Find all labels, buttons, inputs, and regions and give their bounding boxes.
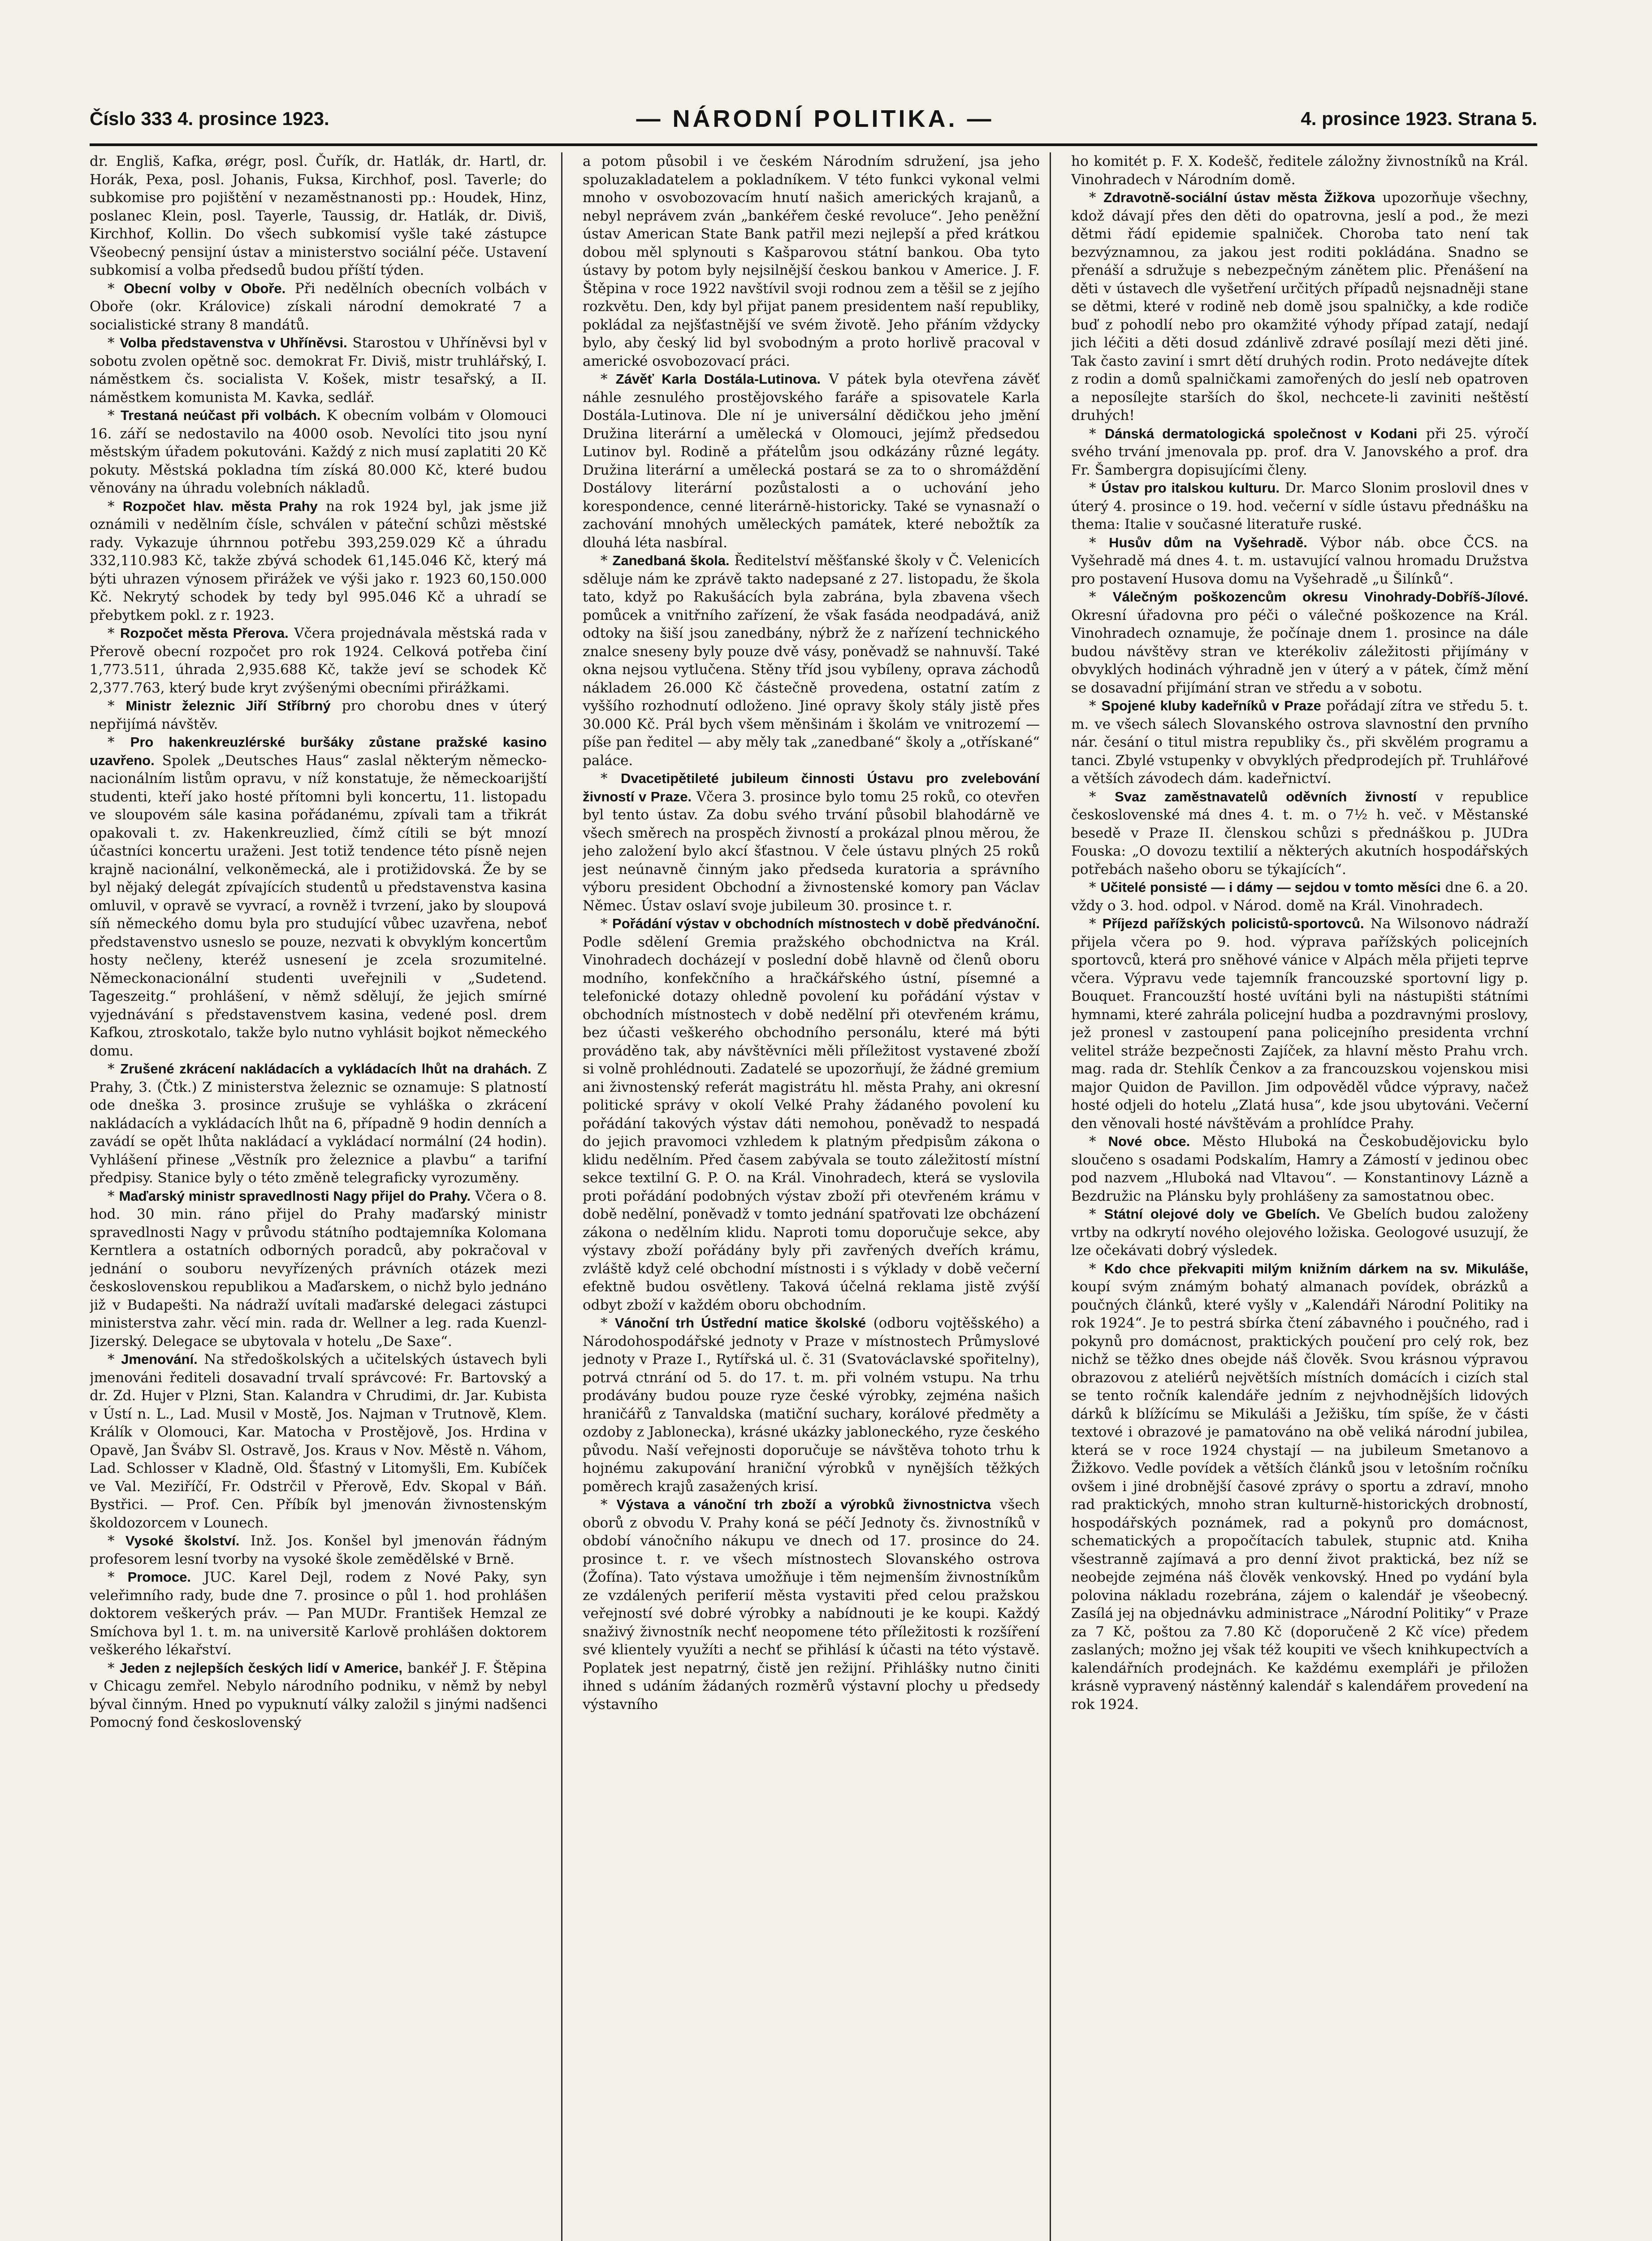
article-heading: Dvacetipětileté jubileum činnosti Ústavu pro zvelebování živností v Praze.: [583, 770, 1040, 805]
article-paragraph: * Vysoké školství. Inž. Jos. Konšel byl jmenován řádným profesorem lesní tvorby na vysoké škole zemědělské v Brně.: [90, 1533, 547, 1567]
article-text: dr. Engliš, Kafka, ørégr, posl. Čuřík, dr. Hatlák, dr. Hartl, dr. Horák, Pexa, posl. Johanis, Fuksa, Kirchhof, posl. Taverle; do subkomise pro pojištění v nezaměstnanosti pp.: Houdek, Hinz, poslanec Klein, posl. Tayerle, Taussig, dr. Hatlák, dr. Diviš, Kirchhof, Kollin. Do všech subkomisí vyšle také zástupce Všeobecný pensijní ústav a ministerstvo sociální péče. Ustavení subkomisí a volba předsedů budou příští týden.: [90, 153, 547, 278]
article-paragraph: [583, 152, 1040, 370]
article-paragraph: * Promoce. JUC. Karel Dejl, rodem z Nové Paky, syn veleřimního rady, bude dne 7. prosince o půl 1. hod prohlášen doktorem veškerých práv. — Pan MUDr. František Hemzal ze Smíchova byl 1. t. m. na universitě Karlově prohlášen doktorem veškerého lékařství.: [90, 1569, 547, 1658]
article-text: Dr. Marco Slonim proslovil dnes v úterý 4. prosince o 19. hod. večerní v sídle ústavu přednášku na thema: Italie v současné literatuře ruské.: [1071, 480, 1528, 532]
article-text: V pátek byla otevřena závěť náhle zesnulého prostějovského faráře a spisovatele Karla Dostála-Lutinova. Dle ní je universální dědičkou jeho jmění Družina literární a umělecká v Olomouci, jejímž předsedou Lutinov byl. Rodině a přátelům jsou odkázány různé legáty. Družina literární a umělecká postará se za to o shromáždění Dostálovy literární pozůstalosti a o uchování jeho korespondence, cenné literárně-historicky. Také se vynasnaží o zachování mnohých uměleckých památek, které nebožtík za dlouhá léta nasbíral.: [583, 371, 1040, 551]
article-paragraph: * Volba představenstva v Uhříněvsi. Starostou v Uhříněvsi byl v sobotu zvolen opětně soc. demokrat Fr. Diviš, mistr truhlářský, I. náměstkem čs. socialista V. Košek, mistr tesařský, a II. náměstkem komunista M. Kavka, sedlář.: [90, 335, 547, 406]
article-paragraph: * Maďarský ministr spravedlnosti Nagy přijel do Prahy. Včera o 8. hod. 30 min. ráno přijel do Prahy maďarský ministr spravedlnosti Nagy v průvodu státního podtajemníka Kolomana Kerntlera a ostatních odborných poradců, aby pokračoval v jednání o souboru nevyřízených právních otázek mezi československou republikou a Maďarskem, o nichž bylo jednáno již v Budapešti. Na nádraží uvítali maďarské delegaci zástupci ministerstva zahr. věcí min. rada dr. Wellner a leg. rada Kuenzl-Jizerský. Delegace se ubytovala v hotelu „De Saxe“.: [90, 1188, 547, 1350]
page-header: [90, 94, 1537, 143]
article-heading: Dánská dermatologická společnost v Kodani: [1104, 425, 1418, 441]
article-heading: Pro hakenkreuzlérské buršáky zůstane pražské kasino uzavřeno.: [90, 734, 547, 768]
article-heading: Husův dům na Vyšehradě.: [1109, 534, 1307, 550]
article-text: Okresní úřadovna pro péči o válečné poškozence na Král. Vinohradech oznamuje, že počínaje dnem 1. prosince na dále budou návštěvy stran ve kterékoliv záležitosti přijímány v obvyklých hodinách výhradně jen v úterý a v pátek, čímž mění se dosavadní přijímání stran ve středu a v sobotu.: [1071, 607, 1528, 696]
article-paragraph: * Závěť Karla Dostála-Lutinova. V pátek byla otevřena závěť náhle zesnulého prostějovského faráře a spisovatele Karla Dostála-Lutinova. Dle ní je universální dědičkou jeho jmění Družina literární a umělecká v Olomouci, jejímž předsedou Lutinov byl. Rodině a přátelům jsou odkázány různé legáty. Družina literární a umělecká postará se za to o shromáždění Dostálovy literární pozůstalosti a o uchování jeho korespondence, cenné literárně-historicky. Také se vynasnaží o zachování mnohých uměleckých památek, které nebožtík za dlouhá léta nasbíral.: [583, 371, 1040, 551]
article-heading: Zanedbaná škola.: [612, 553, 730, 568]
column-1: [90, 152, 547, 2241]
article-text: na rok 1924 byl, jak jsme již oznámili v nedělním čísle, schválen v páteční schůzi městské rady. Vykazuje úhrnnou potřebu 393,259.029 Kč a úhradu 332,110.983 Kč, takže zbývá schodek 61,145.046 Kč, který má býti uhrazen výnosem přirážek ve výši jako r. 1923 60,150.000 Kč. Nekrytý schodek by tedy byl 995.046 Kč a uhradí se přebytkem pokl. z r. 1923.: [90, 498, 547, 623]
article-paragraph: * Rozpočet hlav. města Prahy na rok 1924 byl, jak jsme již oznámili v nedělním čísle, schválen v páteční schůzi městské rady. Vykazuje úhrnnou potřebu 393,259.029 Kč a úhradu 332,110.983 Kč, takže zbývá schodek 61,145.046 Kč, který má býti uhrazen výnosem přirážek ve výši jako r. 1923 60,150.000 Kč. Nekrytý schodek by tedy byl 995.046 Kč a uhradí se přebytkem pokl. z r. 1923.: [90, 498, 547, 623]
article-heading: Nové obce.: [1108, 1133, 1190, 1149]
article-heading: Rozpočet města Přerova.: [120, 625, 289, 641]
column-separator: [1050, 152, 1051, 2241]
article-heading: Zrušené zkrácení nakládacích a vykládacích lhůt na drahách.: [120, 1061, 532, 1077]
article-text: (odboru vojtěšského) a Národohospodářské jednoty v Praze v místnostech Průmyslové jednoty v Praze I., Rytířská ul. č. 31 (Svatováclavské spořitelny), potrvá ctnrání od 5. do 17. t. m. při volném vstupu. Na trhu prodávány budou pouze ryze české výrobky, zejména našich hraničářů z Tanvaldska (matiční suchary, korálové předměty a ozdoby z Jablonecka), krásné ukázky jabloneckého, ryze českého původu. Naší veřejnosti doporučuje se návštěva tohoto trhu k hojnému zakupování hraniční výrobků v nynějších těžkých poměrech krajů zasažených krisí.: [583, 1315, 1040, 1495]
article-paragraph: * Vánoční trh Ústřední matice školské (odboru vojtěšského) a Národohospodářské jednoty v Praze v místnostech Průmyslové jednoty v Praze I., Rytířská ul. č. 31 (Svatováclavské spořitelny), potrvá ctnrání od 5. do 17. t. m. při volném vstupu. Na trhu prodávány budou pouze ryze české výrobky, zejména našich hraničářů z Tanvaldska (matiční suchary, korálové předměty a ozdoby z Jablonecka), krásné ukázky jabloneckého, ryze českého původu. Naší veřejnosti doporučuje se návštěva tohoto trhu k hojnému zakupování hraniční výrobků v nynějších těžkých poměrech krajů zasažených krisí.: [583, 1315, 1040, 1495]
article-heading: Příjezd pařížských policistů-sportovců.: [1102, 916, 1364, 931]
article-heading: Vánoční trh Ústřední matice školské: [614, 1315, 866, 1331]
article-heading: Trestaná neúčast při volbách.: [120, 407, 321, 423]
article-paragraph: * Válečným poškozencům okresu Vinohrady-Dobříš-Jílové. Okresní úřadovna pro péči o válečné poškozence na Král. Vinohradech oznamuje, že počínaje dnem 1. prosince na dále budou návštěvy stran ve kterékoliv záležitosti přijímány v obvyklých hodinách výhradně jen v úterý a v pátek, čímž mění se dosavadní přijímání stran ve středu a v sobotu.: [1071, 589, 1528, 696]
article-paragraph: * Kdo chce překvapiti milým knižním dárkem na sv. Mikuláše, koupí svým známým bohatý almanach povídek, obrázků a poučných článků, které vyšly v „Kalendáři Národní Politiky na rok 1924“. Je to pestrá sbírka čtení zábavného i poučného, rad i pokynů pro domácnost, praktických poučení pro celý rok, bez nichž se těžko dnes obejde náš člověk. Svou krásnou výpravou obrazovou z ateliérů největších místních domácích i cizích stal se tento ročník kalendáře jedním z nejvhodnějších lidových dárků k blížícímu se Mikuláši a Ježišku, tím spíše, že v části textové i obrazové je pamatováno na obě veliká národní jubilea, která se v roce 1924 chystají — na jubileum Smetanovo a Žižkovo. Vedle povídek a větších článků jsou v letošním ročníku ovšem i jiné drobnější časové zprávy o sportu a zdraví, mnoho rad praktických, mnoho stran kulturně-historických drobností, hospodářských poznámek, rad a pokynů pro domácnost, schematických a propočítacích tabulek, stupnic atd. Kniha všestranně zajímavá a pro denní život praktická, bez níž se neobejde zejména náš člověk venkovský. Hned po vydání byla polovina nákladu rozebrána, zájem o kalendář je všeobecný. Zasílá jej na objednávku administrace „Národní Politiky“ v Praze za 7 Kč, poštou za 7.80 Kč (doporučeně 2 Kč více) předem zaslaných; možno jej však též koupiti ve všech knihkupectvích a kalendářních prodejnách. Ke každému exempláři je přiložen krásně vypravený nástěnný kalendář s kalendářem provedení na rok 1924.: [1071, 1260, 1528, 1713]
article-paragraph: * Rozpočet města Přerova. Včera projednávala městská rada v Přerově obecní rozpočet pro rok 1924. Celková potřeba činí 1,773.511, úhrada 2,935.688 Kč, takže jeví se schodek Kč 2,377.763, který bude kryt zvýšenými obecními přirážkami.: [90, 625, 547, 696]
article-text: Včera 3. prosince bylo tomu 25 roků, co otevřen byl tento ústav. Za dobu svého trvání působil blahodárně ve všech směrech na prospěch živností a prokázal plnou měrou, že jeho založení bylo akcí šťastnou. V čele ústavu plných 25 roků jest neúnavně činným jako předseda kuratoria a správního výboru president Obchodní a živnostenské komory pan Václav Němec. Ústav oslaví svoje jubileum 30. prosince t. r.: [583, 788, 1040, 914]
article-text: Na středoškolských a učitelských ústavech byli jmenováni řediteli dosavadní trvalí správcové: Fr. Bartovský a dr. Zd. Hujer v Plzni, Stan. Kalandra v Chrudimi, dr. Jar. Kubista v Ústí n. L., Lad. Musil v Mostě, Jos. Najman v Trutnově, Klem. Králík v Olomouci, Kar. Matocha v Prostějově, Jos. Hrdina v Opavě, Jan Švábv Sl. Ostravě, Jos. Kraus v Nov. Městě n. Váhom, Lad. Schlosser v Kladně, Old. Šťastný v Litomyšli, Em. Kubíček ve Val. Meziříčí, Fr. Odstrčil v Přerově, Edv. Skopal v Báň. Bystřici. — Prof. Cen. Příbík byl jmenován živnostenským školdozorcem v Lounech.: [90, 1351, 547, 1531]
article-paragraph: * Dvacetipětileté jubileum činnosti Ústavu pro zvelebování živností v Praze. Včera 3. prosince bylo tomu 25 roků, co otevřen byl tento ústav. Za dobu svého trvání působil blahodárně ve všech směrech na prospěch živností a prokázal plnou měrou, že jeho založení bylo akcí šťastnou. V čele ústavu plných 25 roků jest neúnavně činným jako předseda kuratoria a správního výboru president Obchodní a živnostenské komory pan Václav Němec. Ústav oslaví svoje jubileum 30. prosince t. r.: [583, 770, 1040, 914]
article-text: dne 6. a 20. vždy o 3. hod. odpol. v Národ. domě na Král. Vinohradech.: [1071, 879, 1528, 914]
article-heading: Maďarský ministr spravedlnosti Nagy přijel do Prahy.: [119, 1188, 471, 1204]
article-text: Spolek „Deutsches Haus“ zaslal některým německo-nacionálním listům opravu, v níž konstatuje, že německoarijští studenti, kteří jako hosté přítomni byli koncertu, 11. listopadu ve sloupovém sále kasina pořádanému, zpívali tam a třikrát opakovali t. zv. Hakenkreuzlied, čímž cítili se být mnozí účastníci koncertu uraženi. Jest totiž tendence této písně nejen krajně nacionální, velkoněmecká, ale i protižidovská. Že by se byl nějaký delegát zpívajících studentů u představenstva kasina omluvil, v opravě se vyvrací, a rovněž i tvrzení, jako by sloupová síň německého domu byla pro studující vůbec uzavřena, neboť představenstvo usneslo se pouze, nezvati k obvyklým koncertům hosty nečleny, kteréž usnesení je zcela srozumitelné. Německonacionální studenti uveřejnili v „Sudetend. Tageszeitg.“ prohlášení, v němž sdělují, že jejich smírné vyjednávání s představenstvem kasina, vedené posl. drem Kafkou, ztroskotalo, takže bylo nutno vyhlásit bojkot německého domu.: [90, 752, 547, 1059]
article-text: Ve Gbelích budou založeny vrtby na odkrytí nového olejového ložiska. Geologové usuzují, že lze očekávati dobrý výsledek.: [1071, 1206, 1528, 1259]
article-paragraph: * Ústav pro italskou kulturu. Dr. Marco Slonim proslovil dnes v úterý 4. prosince o 19. hod. večerní v sídle ústavu přednášku na thema: Italie v současné literatuře ruské.: [1071, 480, 1528, 532]
article-text: Na Wilsonovo nádraží přijela včera po 9. hod. výprava pařížských policejních sportovců, která pro sněhové vánice v Alpách měla přijeti teprve včera. Výpravu vede tajemník francouzské sportovní ligy p. Bouquet. Francouzští hosté uvítáni byli na nástupišti státními hymnami, které zahrála policejní hudba a pozdravnými proslovy, jež pronesl v zastoupení pana policejního presidenta vrchní velitel stráže bezpečnosti Zajíček, za hlavní město Prahu vrch. mag. rada dr. Stehlík Čenkov a za francouzskou vojenskou misi major Quidon de Pavillon. Jim odpověděl vůdce výpravy, načež hosté odjeli do hotelu „Zlatá husa“, kde jsou ubytováni. Večerní den věnovali hosté návštěvám a prohlídce Prahy.: [1071, 916, 1528, 1132]
article-paragraph: * Jmenování. Na středoškolských a učitelských ústavech byli jmenováni řediteli dosavadní trvalí správcové: Fr. Bartovský a dr. Zd. Hujer v Plzni, Stan. Kalandra v Chrudimi, dr. Jar. Kubista v Ústí n. L., Lad. Musil v Mostě, Jos. Najman v Trutnově, Klem. Králík v Olomouci, Kar. Matocha v Prostějově, Jos. Hrdina v Opavě, Jan Švábv Sl. Ostravě, Jos. Kraus v Nov. Městě n. Váhom, Lad. Schlosser v Kladně, Old. Šťastný v Litomyšli, Em. Kubíček ve Val. Meziříčí, Fr. Odstrčil v Přerově, Edv. Skopal v Báň. Bystřici. — Prof. Cen. Příbík byl jmenován živnostenským školdozorcem v Lounech.: [90, 1351, 547, 1531]
article-text: Podle sdělení Gremia pražského obchodnictva na Král. Vinohradech docházejí v poslední době hlavně od členů oboru modního, konfekčního a hračkářského ústní, písemné a telefonické dotazy ohledně povolení ku pořádání výstav v obchodních místnostech v době nedělní při otevřeném krámu, bez účasti veškerého obchodního personálu, které má býti prováděno tak, aby návštěvníci měli příležitost vystavené zboží si volně prohlédnouti. Zadatelé se upozorňují, že žádné gremium ani živnostenský referát magistrátu hl. města Prahy, ani okresní politické správy v okolí Velké Prahy žádaného povolení ku pořádání takových výstav dáti nemohou, poněvadž to nespadá do jejich pravomoci vzhledem k platným předpisům zákona o klidu nedělním. Před časem zabývala se touto záležitostí místní sekce textilní G. P. O. na Král. Vinohradech, která se vyslovila proti pořádání podobných výstav zboží při otevřeném krámu v době nedělní, poněvadž v tomto jednání spatřovati lze obcházení zákona o nedělním klidu. Naproti tomu doporučuje sekce, aby výstavy zboží pořádány byly při zavřených dveřích krámu, zvláště když celé obchodní místnosti i s výklady v době večerní efektně budou osvětleny. Taková účelná reklama jistě zvýší odbyt zboží v každém oboru obchodním.: [583, 934, 1040, 1313]
article-paragraph: * Dánská dermatologická společnost v Kodani při 25. výročí svého trvání jmenovala pp. prof. dra V. Janovského a prof. dra Fr. Šambergra dopisujícími členy.: [1071, 425, 1528, 478]
article-paragraph: * Zrušené zkrácení nakládacích a vykládacích lhůt na drahách. Z Prahy, 3. (Čtk.) Z ministerstva železnic se oznamuje: S platností ode dneška 3. prosince zrušuje se vyhláška o zkrácení nakládacích a vykládacích lhůt na 6, případně 9 hodin denních a zavádí se opět lhůta nakládací a vykládací normální (24 hodin). Vyhlášení přinese „Věstník pro železnice a plavbu“ a tarifní předpisy. Stanice byly o této změně telegraficky vyrozuměny.: [90, 1061, 547, 1186]
article-heading: Výstava a vánoční trh zboží a výrobků živnostnictva: [616, 1497, 991, 1512]
article-text: Starostou v Uhříněvsi byl v sobotu zvolen opětně soc. demokrat Fr. Diviš, mistr truhlářský, I. náměstkem čs. socialista V. Košek, mistr tesařský, a II. náměstkem komunista M. Kavka, sedlář.: [90, 335, 547, 406]
article-heading: Ústav pro italskou kulturu.: [1101, 480, 1280, 496]
article-paragraph: * Jeden z nejlepších českých lidí v Americe, bankéř J. F. Štěpina v Chicagu zemřel. Nebylo národního podniku, v němž by nebyl býval činným. Hned po vypuknutí války založil s jinými nadšenci Pomocný fond československý: [90, 1660, 547, 1731]
article-paragraph: * Zdravotně-sociální ústav města Žižkova upozorňuje všechny, kdož dávají přes den děti do opatrovna, jeslí a pod., že mezi dětmi řádí epidemie spalniček. Choroba tato není tak bezvýznamnou, za jakou jest roditi pokládána. Snadno se přenáší a sdružuje s nebezpečným zánětem plic. Přenášení na děti v ústavech dle vyšetření určitých případů nejsnadněji stane se dětmi, které v rodině neb domě jsou spalničky, a kde rodiče buď z pohodlí nebo pro okamžité výhody případ zatají, nedají jich léčiti a děti dosud zdánlivě zdravé posílají mezi děti jiné. Tak často zaviní i smrt dětí druhých rodin. Proto nedávejte dítek z rodin a domů spalničkami zamořených do jeslí neb opatroven a neposílejte starších do škol, nechcete-li zaviniti neštěstí druhých!: [1071, 190, 1528, 424]
article-text: všech oborů z obvodu V. Prahy koná se péčí Jednoty čs. živnostníků v období vánočního nákupu ve dnech od 17. prosince do 24. prosince t. r. ve všech místnostech Slovanského ostrova (Žofína). Tato výstava umožňuje i těm nejmenším živnostníkům ze vzdálených periferií města vystaviti před celou pražskou veřejností své dobré výrobky a nabídnouti je ke koupi. Každý snaživý živnostník nechť neopomene této příležitosti k rozšíření své klientely využíti a nechť se přihlásí k účasti na této výstavě. Poplatek jest nepatrný, čistě jen režijní. Přihlášky nutno činiti ihned s udáním žádaných rozměrů výstavní plochy u předsedy výstavního: [583, 1497, 1040, 1713]
article-heading: Ministr železnic Jiří Stříbrný: [125, 698, 331, 714]
article-heading: Státní olejové doly ve Gbelích.: [1104, 1206, 1320, 1222]
article-heading: Zdravotně-sociální ústav města Žižkova: [1103, 190, 1375, 205]
article-paragraph: * Pořádání výstav v obchodních místnostech v době předvánoční. Podle sdělení Gremia pražského obchodnictva na Král. Vinohradech docházejí v poslední době hlavně od členů oboru modního, konfekčního a hračkářského ústní, písemné a telefonické dotazy ohledně povolení ku pořádání výstav v obchodních místnostech v době nedělní při otevřeném krámu, bez účasti veškerého obchodního personálu, které má býti prováděno tak, aby návštěvníci měli příležitost vystavené zboží si volně prohlédnouti. Zadatelé se upozorňují, že žádné gremium ani živnostenský referát magistrátu hl. města Prahy, ani okresní politické správy v okolí Velké Prahy žádaného povolení ku pořádání takových výstav dáti nemohou, poněvadž to nespadá do jejich pravomoci vzhledem k platným předpisům zákona o klidu nedělním. Před časem zabývala se touto záležitostí místní sekce textilní G. P. O. na Král. Vinohradech, která se vyslovila proti pořádání podobných výstav zboží při otevřeném krámu v době nedělní, poněvadž v tomto jednání spatřovati lze obcházení zákona o nedělním klidu. Naproti tomu doporučuje sekce, aby výstavy zboží pořádány byly při zavřených dveřích krámu, zvláště když celé obchodní místnosti i s výklady v době večerní efektně budou osvětleny. Taková účelná reklama jistě zvýší odbyt zboží v každém oboru obchodním.: [583, 916, 1040, 1313]
article-heading: Jeden z nejlepších českých lidí v Americe,: [119, 1660, 402, 1676]
article-paragraph: * Zanedbaná škola. Ředitelství měšťanské školy v Č. Velenicích sděluje nám ke zprávě takto nadepsané z 27. listopadu, že škola tato, když po Rakušácích byla zabrána, byla zbavena všech pomůcek a vnitřního zařízení, že však fasáda neodpadává, aniž odtoky na šiší jsou zanedbány, nýbrž že z nařízení technického znalce sneseny byly pouze dvě vásy, poněvadž se nahnuvší. Také okna nejsou vytlučena. Stěny tříd jsou vybíleny, oprava záchodů nákladem 26.000 Kč částečně provedena, ostatní zatím z vyššího rozhodnutí odloženo. Jiné opravy školy stály jistě přes 30.000 Kč. Prál bych všem měnšinám i školám ve vnitrozemí — píše pan ředitel — aby měly tak „zanedbané“ školy a „otřískané“ paláce.: [583, 553, 1040, 769]
article-text: Inž. Jos. Konšel byl jmenován řádným profesorem lesní tvorby na vysoké škole zemědělské v Brně.: [90, 1533, 547, 1567]
article-paragraph: * Husův dům na Vyšehradě. Výbor náb. obce ČCS. na Vyšehradě má dnes 4. t. m. ustavující valnou hromadu Družstva pro postavení Husova domu na Vyšehradě „u Šilínků“.: [1071, 534, 1528, 587]
article-paragraph: [90, 152, 547, 280]
article-heading: Promoce.: [127, 1569, 191, 1585]
column-2: [583, 152, 1040, 2241]
article-text: Při nedělních obecních volbách v Oboře (okr. Královice) získali národní demokraté 7 a socialistické strany 8 mandátů.: [90, 280, 547, 333]
article-heading: Kdo chce překvapiti milým knižním dárkem na sv. Mikuláše,: [1104, 1260, 1528, 1276]
column-3: [1071, 152, 1528, 2241]
article-text: ho komitét p. F. X. Kodešč, ředitele záložny živnostníků na Král. Vinohradech v Národním domě.: [1071, 153, 1528, 188]
article-paragraph: * Ministr železnic Jiří Stříbrný pro chorobu dnes v úterý nepřijímá návštěv.: [90, 698, 547, 732]
article-text: bankéř J. F. Štěpina v Chicagu zemřel. Nebylo národního podniku, v němž by nebyl býval činným. Hned po vypuknutí války založil s jinými nadšenci Pomocný fond československý: [90, 1660, 547, 1731]
article-paragraph: * Příjezd pařížských policistů-sportovců. Na Wilsonovo nádraží přijela včera po 9. hod. výprava pařížských policejních sportovců, která pro sněhové vánice v Alpách měla přijeti teprve včera. Výpravu vede tajemník francouzské sportovní ligy p. Bouquet. Francouzští hosté uvítáni byli na nástupišti státními hymnami, které zahrála policejní hudba a pozdravnými proslovy, jež pronesl v zastoupení pana policejního presidenta vrchní velitel stráže bezpečnosti Zajíček, za hlavní město Prahu vrch. mag. rada dr. Stehlík Čenkov a za francouzskou vojenskou misi major Quidon de Pavillon. Jim odpověděl vůdce výpravy, načež hosté odjeli do hotelu „Zlatá husa“, kde jsou ubytováni. Večerní den věnovali hosté návštěvám a prohlídce Prahy.: [1071, 916, 1528, 1132]
article-heading: Závěť Karla Dostála-Lutinova.: [615, 371, 821, 387]
article-paragraph: * Trestaná neúčast při volbách. K obecním volbám v Olomouci 16. září se nedostavilo na 4000 osob. Nevolíci tito jsou nyní městským úřadem pokutováni. Každý z nich musí zaplatiti 20 Kč pokuty. Městská pokladna tím získá 80.000 Kč, které budou věnovány na úhradu volebních nákladů.: [90, 407, 547, 496]
article-text: pro chorobu dnes v úterý nepřijímá návštěv.: [90, 698, 547, 732]
article-text: při 25. výročí svého trvání jmenovala pp. prof. dra V. Janovského a prof. dra Fr. Šambergra dopisujícími členy.: [1071, 425, 1528, 478]
article-heading: Válečným poškozencům okresu Vinohrady-Dobříš-Jílové.: [1112, 589, 1528, 605]
article-heading: Volba představenstva v Uhříněvsi.: [120, 335, 347, 350]
article-paragraph: * Svaz zaměstnavatelů oděvních živností v republice československé má dnes 4. t. m. o 7½ h. več. v Městanské besedě v Praze II. členskou schůzi s přednáškou p. JUDra Fouska: „O dovozu textilií a některých akutních hospodářských potřebách našeho oboru se týkajících“.: [1071, 788, 1528, 878]
article-text: K obecním volbám v Olomouci 16. září se nedostavilo na 4000 osob. Nevolíci tito jsou nyní městským úřadem pokutováni. Každý z nich musí zaplatiti 20 Kč pokuty. Městská pokladna tím získá 80.000 Kč, které budou věnovány na úhradu volebních nákladů.: [90, 407, 547, 496]
article-paragraph: * Spojené kluby kadeřníků v Praze pořádají zítra ve středu 5. t. m. ve všech sálech Slovanského ostrova slavnostní den prvního nár. česání o titul mistra republiky čs., při skvělém programu a tanci. Zbylé vstupenky v obvyklých předprodejích př. Truhlářové a větších závodech dám. kadeřnictví.: [1071, 698, 1528, 787]
article-paragraph: * Pro hakenkreuzlérské buršáky zůstane pražské kasino uzavřeno. Spolek „Deutsches Haus“ zaslal některým německo-nacionálním listům opravu, v níž konstatuje, že německoarijští studenti, kteří jako hosté přítomni byli koncertu, 11. listopadu ve sloupovém sále kasina pořádanému, zpívali tam a třikrát opakovali t. zv. Hakenkreuzlied, čímž cítili se být mnozí účastníci koncertu uraženi. Jest totiž tendence této písně nejen krajně nacionální, velkoněmecká, ale i protižidovská. Že by se byl nějaký delegát zpívajících studentů u představenstva kasina omluvil, v opravě se vyvrací, a rovněž i tvrzení, jako by sloupová síň německého domu byla pro studující vůbec uzavřena, neboť představenstvo usneslo se pouze, nezvati k obvyklým koncertům hosty nečleny, kteréž usnesení je zcela srozumitelné. Německonacionální studenti uveřejnili v „Sudetend. Tageszeitg.“ prohlášení, v němž sdělují, že jejich smírné vyjednávání s představenstvem kasina, vedené posl. drem Kafkou, ztroskotalo, takže bylo nutno vyhlásit bojkot německého domu.: [90, 734, 547, 1059]
article-text: koupí svým známým bohatý almanach povídek, obrázků a poučných článků, které vyšly v „Kalendáři Národní Politiky na rok 1924“. Je to pestrá sbírka čtení zábavného i poučného, rad i pokynů pro domácnost, praktických poučení pro celý rok, bez nichž se těžko dnes obejde náš člověk. Svou krásnou výpravou obrazovou z ateliérů největších místních domácích i cizích stal se tento ročník kalendáře jedním z nejvhodnějších lidových dárků k blížícímu se Mikuláši a Ježišku, tím spíše, že v části textové i obrazové je pamatováno na obě veliká národní jubilea, která se v roce 1924 chystají — na jubileum Smetanovo a Žižkovo. Vedle povídek a větších článků jsou v letošním ročníku ovšem i jiné drobnější časové zprávy o sportu a zdraví, mnoho rad praktických, mnoho stran kulturně-historických drobností, hospodářských poznámek, rad a pokynů pro domácnost, schematických a propočítacích tabulek, stupnic atd. Kniha všestranně zajímavá a pro denní život praktická, bez níž se neobejde zejména náš člověk venkovský. Hned po vydání byla polovina nákladu rozebrána, zájem o kalendář je všeobecný. Zasílá jej na objednávku administrace „Národní Politiky“ v Praze za 7 Kč, poštou za 7.80 Kč (doporučeně 2 Kč více) předem zaslaných; možno jej však též koupiti ve všech knihkupectvích a kalendářních prodejnách. Ke každému exempláři je přiložen krásně vypravený nástěnný kalendář s kalendářem provedení na rok 1924.: [1071, 1279, 1528, 1713]
article-heading: Spojené kluby kadeřníků v Praze: [1101, 698, 1321, 714]
article-heading: Svaz zaměstnavatelů oděvních živností: [1115, 788, 1417, 805]
article-heading: Pořádání výstav v obchodních místnostech v době předvánoční.: [612, 916, 1040, 931]
article-text: pořádají zítra ve středu 5. t. m. ve všech sálech Slovanského ostrova slavnostní den prvního nár. česání o titul mistra republiky čs., při skvělém programu a tanci. Zbylé vstupenky v obvyklých předprodejích př. Truhlářové a větších závodech dám. kadeřnictví.: [1071, 698, 1528, 787]
article-text: Město Hluboká na Českobudějovicku bylo sloučeno s osadami Podskalím, Hamry a Zámostí v jedinou obec pod nazvem „Hluboká nad Vltavou“. — Konstantinovy Lázně a Bezdružic na Plánsku byly prohlášeny za samostatnou obec.: [1071, 1133, 1528, 1204]
article-paragraph: * Učitelé ponsisté — i dámy — sejdou v tomto měsíci dne 6. a 20. vždy o 3. hod. odpol. v Národ. domě na Král. Vinohradech.: [1071, 879, 1528, 914]
article-heading: Jmenování.: [121, 1351, 198, 1367]
header-rule: [90, 143, 1537, 146]
article-paragraph: [1071, 152, 1528, 189]
article-heading: Rozpočet hlav. města Prahy: [122, 498, 318, 514]
article-text: Včera projednávala městská rada v Přerově obecní rozpočet pro rok 1924. Celková potřeba činí 1,773.511, úhrada 2,935.688 Kč, takže jeví se schodek Kč 2,377.763, který bude kryt zvýšenými obecními přirážkami.: [90, 625, 547, 696]
article-text: Včera o 8. hod. 30 min. ráno přijel do Prahy maďarský ministr spravedlnosti Nagy v průvodu státního podtajemníka Kolomana Kerntlera a ostatních odborných poradců, aby pokračoval v jednání o souboru nevyřízených právních otázek mezi československou republikou a Maďarskem, o nichž bylo jednáno již v Budapešti. Na nádraží uvítali maďarské delegaci zástupci ministerstva zahr. věcí min. rada dr. Wellner a leg. rada Kuenzl-Jizerský. Delegace se ubytovala v hotelu „De Saxe“.: [90, 1188, 547, 1350]
article-text: upozorňuje všechny, kdož dávají přes den děti do opatrovna, jeslí a pod., že mezi dětmi řádí epidemie spalniček. Choroba tato není tak bezvýznamnou, za jakou jest roditi pokládána. Snadno se přenáší a sdružuje s nebezpečným zánětem plic. Přenášení na děti v ústavech dle vyšetření určitých případů nejsnadněji stane se dětmi, které v rodině neb domě jsou spalničky, a kde rodiče buď z pohodlí nebo pro okamžité výhody případ zatají, nedají jich léčiti a děti dosud zdánlivě zdravé posílají mezi děti jiné. Tak často zaviní i smrt dětí druhých rodin. Proto nedávejte dítek z rodin a domů spalničkami zamořených do jeslí neb opatroven a neposílejte starších do škol, nechcete-li zaviniti neštěstí druhých!: [1071, 190, 1528, 424]
article-heading: Vysoké školství.: [125, 1533, 240, 1549]
article-heading: Učitelé ponsisté — i dámy — sejdou v tomto měsíci: [1100, 879, 1441, 895]
article-text: a potom působil i ve českém Národním sdružení, jsa jeho spoluzakladatelem a pokladníkem. V této funkci vykonal velmi mnoho v osvobozovacím hnutí našich amerických krajanů, a nebyl neprávem zván „bankéřem české revoluce“. Jeho peněžní ústav American State Bank patřil mezi nejlepší a před krátkou dobou měl splynouti s Kašparovou státní bankou. Oba tyto ústavy by potom byly nejsilnější českou bankou v Americe. J. F. Štěpina v roce 1922 navštívil svoji rodnou zem a těšil se z jejího rozkvětu. Den, kdy byl přijat panem presidentem naší republiky, pokládal za nejšťastnější ve svém životě. Jeho přáním vždycky bylo, aby český lid byl svobodným a proto horlivě pracoval v americké osvobozovací práci.: [583, 153, 1040, 369]
article-heading: Obecní volby v Oboře.: [124, 280, 286, 296]
masthead: — NÁRODNÍ POLITIKA. —: [636, 105, 994, 132]
article-text: Výbor náb. obce ČCS. na Vyšehradě má dnes 4. t. m. ustavující valnou hromadu Družstva pro postavení Husova domu na Vyšehradě „u Šilínků“.: [1071, 534, 1528, 587]
issue-info: Číslo 333 4. prosince 1923.: [90, 108, 329, 129]
article-text: Ředitelství měšťanské školy v Č. Velenicích sděluje nám ke zprávě takto nadepsané z 27. listopadu, že škola tato, když po Rakušácích byla zabrána, byla zbavena všech pomůcek a vnitřního zařízení, že však fasáda neodpadává, aniž odtoky na šiší jsou zanedbány, nýbrž že z nařízení technického znalce sneseny byly pouze dvě vásy, poněvadž se nahnuvší. Také okna nejsou vytlučena. Stěny tříd jsou vybíleny, oprava záchodů nákladem 26.000 Kč částečně provedena, ostatní zatím z vyššího rozhodnutí odloženo. Jiné opravy školy stály jistě přes 30.000 Kč. Prál bych všem měnšinám i školám ve vnitrozemí — píše pan ředitel — aby měly tak „zanedbané“ školy a „otřískané“ paláce.: [583, 553, 1040, 769]
article-text: Z Prahy, 3. (Čtk.) Z ministerstva železnic se oznamuje: S platností ode dneška 3. prosince zrušuje se vyhláška o zkrácení nakládacích a vykládacích lhůt na 6, případně 9 hodin denních a zavádí se opět lhůta nakládací a vykládací normální (24 hodin). Vyhlášení přinese „Věstník pro železnice a plavbu“ a tarifní předpisy. Stanice byly o této změně telegraficky vyrozuměny.: [90, 1061, 547, 1186]
article-paragraph: * Výstava a vánoční trh zboží a výrobků živnostnictva všech oborů z obvodu V. Prahy koná se péčí Jednoty čs. živnostníků v období vánočního nákupu ve dnech od 17. prosince do 24. prosince t. r. ve všech místnostech Slovanského ostrova (Žofína). Tato výstava umožňuje i těm nejmenším živnostníkům ze vzdálených periferií města vystaviti před celou pražskou veřejností své dobré výrobky a nabídnouti je ke koupi. Každý snaživý živnostník nechť neopomene této příležitosti k rozšíření své klientely využíti a nechť se přihlásí k účasti na této výstavě. Poplatek jest nepatrný, čistě jen režijní. Přihlášky nutno činiti ihned s udáním žádaných rozměrů výstavní plochy u předsedy výstavního: [583, 1497, 1040, 1713]
page-number: 4. prosince 1923. Strana 5.: [1301, 108, 1537, 129]
column-separator: [561, 152, 562, 2241]
article-text: JUC. Karel Dejl, rodem z Nové Paky, syn veleřimního rady, bude dne 7. prosince o půl 1. hod prohlášen doktorem veškerých práv. — Pan MUDr. František Hemzal ze Smíchova byl 1. t. m. na universitě Karlově prohlášen doktorem veškerého lékařství.: [90, 1569, 547, 1658]
article-paragraph: * Státní olejové doly ve Gbelích. Ve Gbelích budou založeny vrtby na odkrytí nového olejového ložiska. Geologové usuzují, že lze očekávati dobrý výsledek.: [1071, 1206, 1528, 1259]
article-paragraph: * Nové obce. Město Hluboká na Českobudějovicku bylo sloučeno s osadami Podskalím, Hamry a Zámostí v jedinou obec pod nazvem „Hluboká nad Vltavou“. — Konstantinovy Lázně a Bezdružic na Plánsku byly prohlášeny za samostatnou obec.: [1071, 1133, 1528, 1204]
article-text: v republice československé má dnes 4. t. m. o 7½ h. več. v Městanské besedě v Praze II. členskou schůzi s přednáškou p. JUDra Fouska: „O dovozu textilií a některých akutních hospodářských potřebách našeho oboru se týkajících“.: [1071, 788, 1528, 878]
article-paragraph: * Obecní volby v Oboře. Při nedělních obecních volbách v Oboře (okr. Královice) získali národní demokraté 7 a socialistické strany 8 mandátů.: [90, 280, 547, 333]
